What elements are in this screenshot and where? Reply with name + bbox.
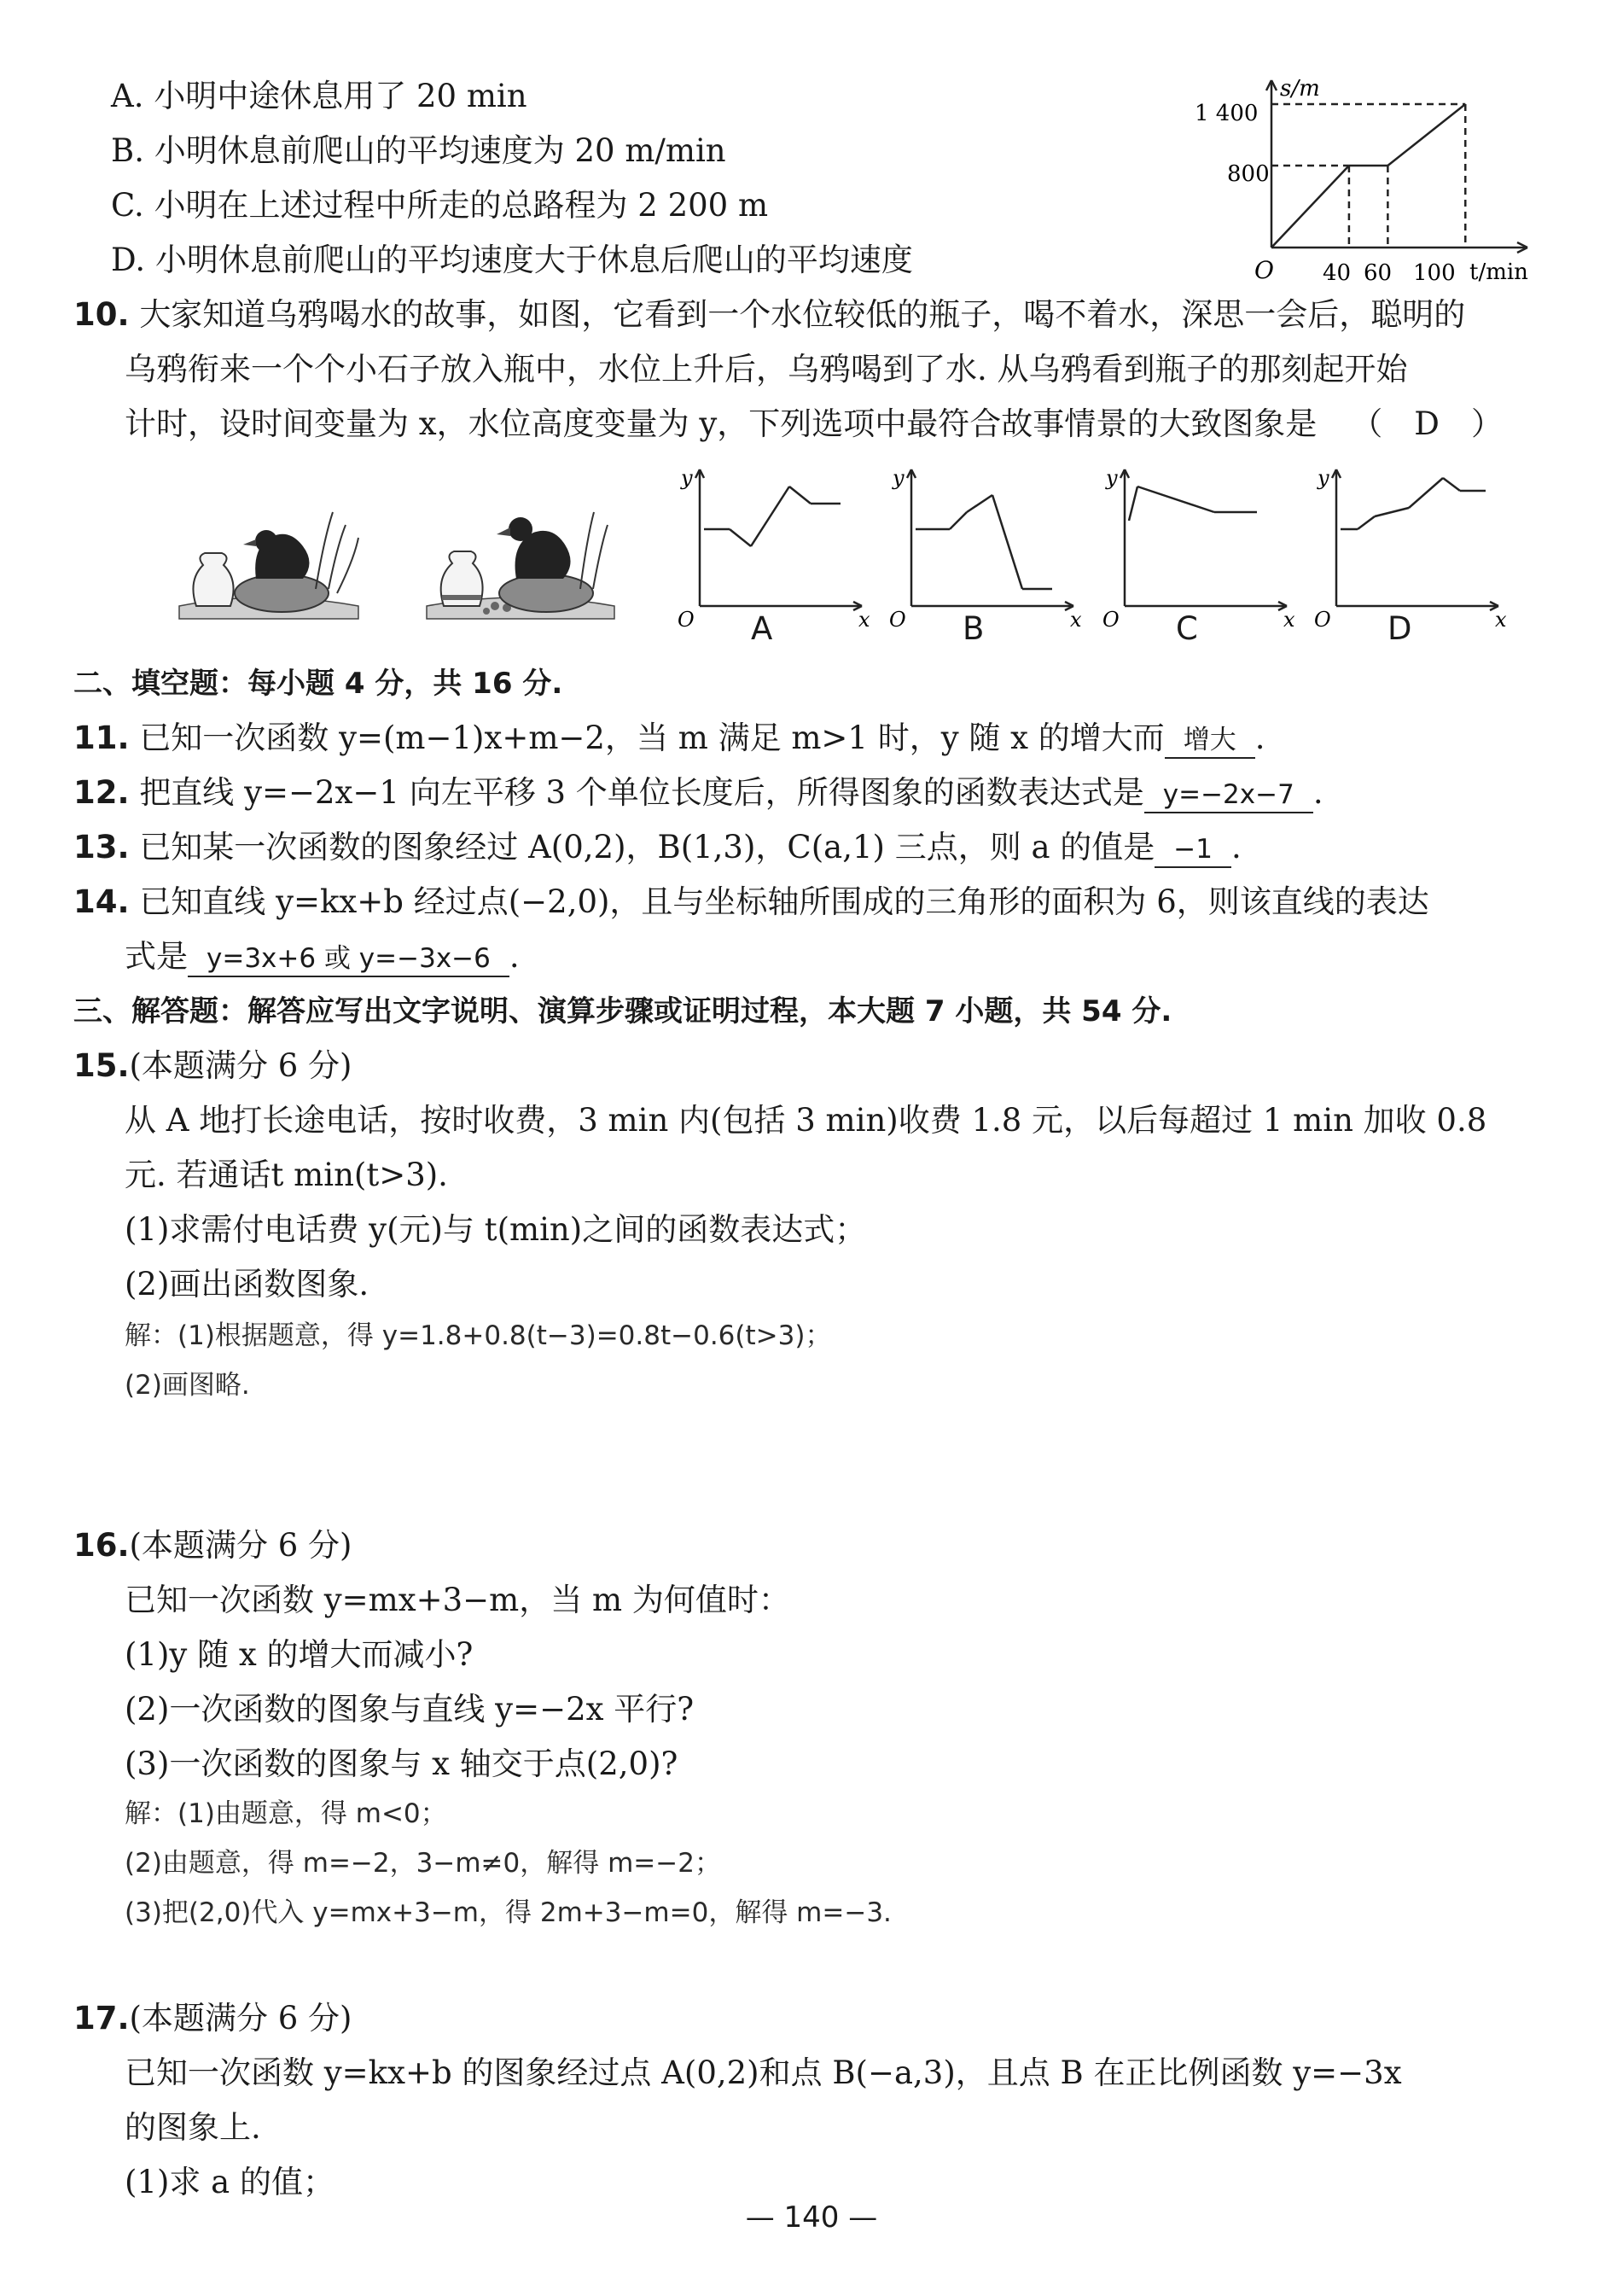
q10-graph-d-curve [1375, 508, 1409, 516]
q9-x-tick-60: 60 [1364, 260, 1393, 286]
q9-option-c: C. 小明在上述过程中所走的总路程为 2 200 m [111, 187, 769, 224]
q10-graph-a-y-label: y [681, 466, 693, 490]
q10-graph-d-curve [1443, 478, 1460, 491]
section-2-heading: 二、填空题：每小题 4 分，共 16 分. [73, 667, 563, 701]
q11: 11. 已知一次函数 y=(m−1)x+m−2，当 m 满足 m>1 时，y 随 x 的增大而 增大 . [73, 717, 1265, 760]
q10-graph-d-y-label: y [1318, 466, 1329, 490]
q9-line-segment-0 [1271, 166, 1349, 248]
q10-graph-label-b: B [963, 610, 985, 647]
q16-header: 16.(本题满分 6 分) [73, 1527, 352, 1564]
q10-graph-a-origin: O [678, 608, 695, 632]
q10-graph-a-curve [751, 487, 789, 546]
q10-graph-c-curve [1137, 487, 1214, 512]
q10-graph-c-curve [1129, 487, 1137, 521]
crow-dropping-stones-illustration [418, 478, 623, 623]
crow-looking-at-bottle-illustration [162, 478, 367, 623]
q14-answer-blank: y=3x+6 或 y=−3x−6 [188, 941, 509, 977]
q16-part-2: (2)一次函数的图象与直线 y=−2x 平行? [125, 1691, 695, 1728]
q10-graph-d-curve [1409, 478, 1443, 508]
page-number: — 140 — [745, 2200, 878, 2235]
q12-answer-blank: y=−2x−7 [1144, 778, 1313, 813]
q16-solution-2: (2)由题意，得 m=−2，3−m≠0，解得 m=−2； [125, 1848, 721, 1879]
q10-graph-b-curve [967, 495, 992, 512]
q10-graph-label-c: C [1176, 610, 1198, 647]
q15-solution-1: 解：(1)根据题意，得 y=1.8+0.8(t−3)=0.8t−0.6(t>3)； [125, 1320, 832, 1351]
q10-graph-a-x-label: x [858, 608, 870, 632]
q17-part-1: (1)求 a 的值； [125, 2164, 334, 2200]
q10-graph-c-x-label: x [1283, 608, 1295, 632]
section-3-heading: 三、解答题：解答应写出文字说明、演算步骤或证明过程，本大题 7 小题，共 54 分. [73, 994, 1172, 1029]
q9-origin-label: O [1254, 256, 1274, 284]
q16-part-3: (3)一次函数的图象与 x 轴交于点(2,0)? [125, 1745, 678, 1782]
q9-distance-time-graph [1195, 72, 1587, 294]
q10-graph-b-y-label: y [893, 466, 905, 490]
q9-y-axis-label: s/m [1280, 76, 1320, 102]
q10-graph-d-curve [1358, 516, 1375, 529]
q9-y-tick-800: 800 [1227, 161, 1270, 187]
q15-part-1: (1)求需付电话费 y(元)与 t(min)之间的函数表达式； [125, 1211, 867, 1248]
q15-line-1: 从 A 地打长途电话，按时收费，3 min 内(包括 3 min)收费 1.8 元，以后每超过 1 min 加收 0.8 [125, 1102, 1487, 1139]
q9-x-axis-label: t/min [1469, 259, 1528, 285]
q9-x-tick-100: 100 [1413, 260, 1456, 286]
q10-graph-c-y-label: y [1106, 466, 1118, 490]
q14-line-1: 14. 已知直线 y=kx+b 经过点(−2,0)，且与坐标轴所围成的三角形的面积为 6，则该直线的表达 [73, 883, 1429, 920]
q14-line-2: 式是 y=3x+6 或 y=−3x−6 . [125, 935, 520, 978]
q9-y-tick-1400: 1 400 [1195, 101, 1259, 126]
q16-solution-3: (3)把(2,0)代入 y=mx+3−m，得 2m+3−m=0，解得 m=−3. [125, 1897, 892, 1928]
q10-graph-a-curve [789, 487, 811, 504]
q11-answer-blank: 增大 [1165, 723, 1255, 759]
q10-number: 10. [73, 296, 130, 333]
q12: 12. 把直线 y=−2x−1 向左平移 3 个单位长度后，所得图象的函数表达式是 y=−2x−7 . [73, 772, 1323, 814]
q15-line-2: 元. 若通话t min(t>3). [125, 1157, 448, 1193]
q17-line-1: 已知一次函数 y=kx+b 的图象经过点 A(0,2)和点 B(−a,3)，且点 B 在正比例函数 y=−3x [125, 2054, 1402, 2091]
q10-graph-d-origin: O [1314, 608, 1331, 632]
q10-graph-b-origin: O [889, 608, 906, 632]
q10-line-1: 10. 大家知道乌鸦喝水的故事，如图，它看到一个水位较低的瓶子，喝不着水，深思一会后，聪明的 [73, 296, 1466, 333]
q10-line-3: 计时，设时间变量为 x，水位高度变量为 y，下列选项中最符合故事情景的大致图象是 （ D ） [125, 405, 1503, 442]
q13: 13. 已知某一次函数的图象经过 A(0,2)，B(1,3)，C(a,1) 三点，则 a 的值是 −1 . [73, 826, 1242, 869]
q10-graph-d-x-label: x [1495, 608, 1507, 632]
q9-x-tick-40: 40 [1323, 260, 1352, 286]
q9-option-d: D. 小明休息前爬山的平均速度大于休息后爬山的平均速度 [111, 242, 913, 278]
q13-answer-blank: −1 [1155, 832, 1231, 868]
q17-header: 17.(本题满分 6 分) [73, 2000, 352, 2037]
q10-graph-c-origin: O [1102, 608, 1120, 632]
q10-graph-a-curve [730, 529, 751, 546]
q9-option-b: B. 小明休息前爬山的平均速度为 20 m/min [111, 132, 726, 169]
q10-graph-label-d: D [1387, 610, 1412, 647]
q16-part-1: (1)y 随 x 的增大而减小? [125, 1636, 474, 1673]
q9-option-a: A. 小明中途休息用了 20 min [111, 78, 527, 114]
q16-solution-1: 解：(1)由题意，得 m<0； [125, 1798, 447, 1829]
q16-line-1: 已知一次函数 y=mx+3−m，当 m 为何值时： [125, 1582, 790, 1618]
q15-solution-2: (2)画图略. [125, 1370, 250, 1401]
q10-graph-b-x-label: x [1070, 608, 1082, 632]
q17-line-2: 的图象上. [125, 2109, 261, 2146]
q9-line-segment-2 [1387, 104, 1465, 166]
q15-header: 15.(本题满分 6 分) [73, 1047, 352, 1084]
q10-graph-b-curve [992, 495, 1022, 589]
q15-part-2: (2)画出函数图象. [125, 1266, 369, 1302]
q10-graph-label-a: A [751, 610, 773, 647]
q10-answer: （ D ） [1351, 405, 1503, 442]
q10-line-2: 乌鸦衔来一个个小石子放入瓶中，水位上升后，乌鸦喝到了水. 从乌鸦看到瓶子的那刻起开始 [125, 351, 1408, 388]
q10-graph-b-curve [950, 512, 967, 529]
